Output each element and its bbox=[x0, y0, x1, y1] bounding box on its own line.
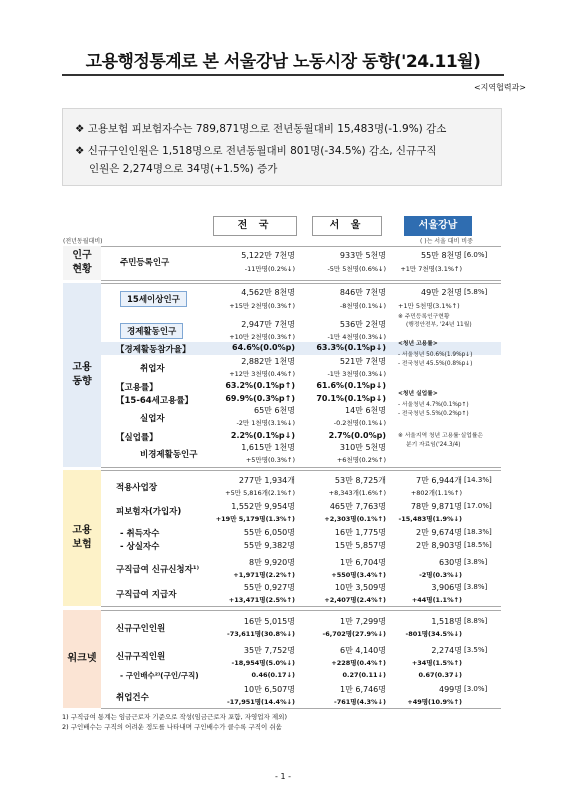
ubpay-gangnam: 3,906명 bbox=[431, 583, 462, 592]
summary-line-1: ❖ 고용보험 피보험자수는 789,871명으로 전년동월대비 15,483명(-1.9%) 감소 bbox=[75, 123, 447, 135]
p15-seoul: 846만 7천명 bbox=[339, 288, 386, 297]
ubnew-gangnam: 630명 bbox=[439, 558, 462, 567]
p15-note-1: ※ 주민등록인구현황 bbox=[398, 314, 450, 320]
rate-seoul: 63.3%(0.1%p↓) bbox=[316, 343, 386, 352]
biz-seoul-change: +8,343개(1.6%↑) bbox=[328, 489, 386, 497]
acq-gangnam-share: [18.3%] bbox=[464, 528, 492, 536]
seek-seoul: 6만 4,140명 bbox=[340, 646, 386, 655]
biz-gangnam-change: +802개(1.1%↑) bbox=[410, 489, 462, 497]
vac-seoul: 1만 7,299명 bbox=[340, 617, 386, 626]
row-label-acquired: - 취득자수 bbox=[120, 529, 160, 539]
section-worknet bbox=[63, 610, 101, 708]
mult-seoul: 0.27(0.11↓) bbox=[342, 671, 386, 679]
er-national: 63.2%(0.1%p↑) bbox=[225, 381, 295, 390]
nea-seoul-change: +6천명(0.2%↑) bbox=[336, 456, 386, 464]
row-label-lost: - 상실자수 bbox=[120, 542, 160, 552]
row-label-workplaces: 적용사업장 bbox=[116, 483, 158, 493]
emp-national: 2,882만 1천명 bbox=[241, 357, 295, 366]
biz-gangnam: 7만 6,944개 bbox=[416, 476, 462, 485]
vac-seoul-change: -6,702명(27.9%↓) bbox=[322, 630, 386, 638]
row-label-not-active: 비경제활동인구 bbox=[140, 450, 198, 460]
rate-national: 64.6%(0.0%p) bbox=[232, 343, 295, 352]
pop-seoul-change: -5만 5천명(0.6%↓) bbox=[327, 265, 386, 273]
nea-seoul: 310만 5천명 bbox=[339, 443, 386, 452]
ubnew-national: 8만 9,920명 bbox=[249, 558, 295, 567]
youth-unemp-heading: <청년 실업률> bbox=[398, 391, 438, 397]
ins-gangnam: 78만 9,871명 bbox=[410, 502, 462, 511]
section-worknet-label: 워크넷 bbox=[67, 653, 97, 664]
er1564-national: 69.9%(0.3%p↑) bbox=[225, 394, 295, 403]
nea-national: 1,615만 1천명 bbox=[241, 443, 295, 452]
youth-emp-heading: <청년 고용률> bbox=[398, 341, 438, 347]
seek-gangnam-share: [3.5%] bbox=[464, 646, 488, 654]
row-label-multiplier: - 구인배수²⁾(구인/구직) bbox=[120, 671, 199, 680]
mult-gangnam: 0.67(0.37↓) bbox=[418, 671, 462, 679]
summary-line-2: ❖ 신규구인인원은 1,518명으로 전년동월대비 801명(-34.5%) 감소, 신규구직 bbox=[75, 145, 437, 157]
eap-seoul-change: -1만 4천명(0.3%↓) bbox=[327, 333, 386, 341]
unemp-national-change: -2만 1천명(3.1%↓) bbox=[236, 419, 295, 427]
loss-seoul: 15만 5,857명 bbox=[334, 541, 386, 550]
row-label-ub-new: 구직급여 신규신청자¹⁾ bbox=[116, 565, 200, 575]
acq-gangnam: 2만 9,674명 bbox=[416, 528, 462, 537]
ubpay-gangnam-share: [3.8%] bbox=[464, 583, 488, 591]
ubnew-gangnam-change: -2명(0.3%↓) bbox=[419, 571, 462, 579]
vac-national: 16만 5,015명 bbox=[243, 617, 295, 626]
vac-national-change: -73,611명(30.8%↓) bbox=[227, 630, 295, 638]
section-insurance bbox=[63, 470, 101, 606]
row-label-econ-active: 경제활동인구 bbox=[120, 323, 183, 339]
seek-gangnam: 2,274명 bbox=[431, 646, 462, 655]
ubnew-seoul: 1만 6,704명 bbox=[340, 558, 386, 567]
emp-national-change: +12만 3천명(0.4%↑) bbox=[229, 370, 295, 378]
col-national: 전 국 bbox=[213, 216, 297, 236]
ubpay-national: 55만 0,927명 bbox=[243, 583, 295, 592]
youth-note-1: ※ 서울지역 청년 고용률·실업률은 bbox=[398, 433, 484, 439]
ins-seoul-change: +2,303명(0.1%↑) bbox=[324, 515, 386, 523]
ins-national: 1,552만 9,954명 bbox=[231, 502, 295, 511]
title-divider bbox=[62, 74, 504, 76]
p15-national: 4,562만 8천명 bbox=[241, 288, 295, 297]
plc-gangnam: 499명 bbox=[439, 685, 462, 694]
youth-unemp-national: - 전국청년 5.5%(0.2%p↑) bbox=[398, 411, 469, 417]
row-label-15plus: 15세이상인구 bbox=[120, 291, 187, 307]
row-label-unemployed: 실업자 bbox=[140, 414, 165, 424]
plc-gangnam-change: +49명(10.9%↑) bbox=[407, 698, 462, 706]
row-label-emp-rate: 【고용률】 bbox=[116, 383, 158, 393]
er-seoul: 61.6%(0.1%p↓) bbox=[316, 381, 386, 390]
row-label-unemp-rate: 【실업률】 bbox=[116, 433, 158, 443]
pop-gangnam-share: [6.0%] bbox=[464, 251, 488, 259]
acq-seoul: 16만 1,775명 bbox=[334, 528, 386, 537]
ur-national: 2.2%(0.1%p↓) bbox=[230, 431, 295, 440]
seek-gangnam-change: +34명(1.5%↑) bbox=[411, 659, 462, 667]
ubpay-seoul: 10만 3,509명 bbox=[334, 583, 386, 592]
biz-gangnam-share: [14.3%] bbox=[464, 476, 492, 484]
section-population bbox=[63, 246, 101, 280]
loss-national: 55만 9,382명 bbox=[243, 541, 295, 550]
loss-gangnam: 2만 8,903명 bbox=[416, 541, 462, 550]
loss-gangnam-share: [18.5%] bbox=[464, 541, 492, 549]
plc-national: 10만 6,507명 bbox=[243, 685, 295, 694]
ubnew-seoul-change: +550명(3.4%↑) bbox=[331, 571, 386, 579]
seek-seoul-change: +228명(0.4%↑) bbox=[331, 659, 386, 667]
row-label-jobseekers: 신규구직인원 bbox=[116, 652, 166, 662]
ins-gangnam-change: -15,483명(1.9%↓) bbox=[398, 515, 462, 523]
ubnew-gangnam-share: [3.8%] bbox=[464, 558, 488, 566]
plc-national-change: -17,951명(14.4%↓) bbox=[227, 698, 295, 706]
section-employment bbox=[63, 283, 101, 467]
vac-gangnam-share: [8.8%] bbox=[464, 617, 488, 625]
row-label-placements: 취업건수 bbox=[116, 693, 149, 703]
ur-seoul: 2.7%(0.0%p) bbox=[328, 431, 386, 440]
emp-seoul-change: -1만 3천명(0.3%↓) bbox=[327, 370, 386, 378]
eap-seoul: 536만 2천명 bbox=[339, 320, 386, 329]
ubnew-national-change: +1,971명(2.2%↑) bbox=[233, 571, 295, 579]
ubpay-national-change: +13,471명(2.5%↑) bbox=[228, 596, 295, 604]
pop-gangnam-change: +1만 7천명(3.1%↑) bbox=[400, 265, 462, 273]
page-title: 고용행정통계로 본 서울강남 노동시장 동향('24.11월) bbox=[85, 52, 481, 72]
unemp-seoul: 14만 6천명 bbox=[345, 406, 386, 415]
youth-note-2: 분기 자료임('24.3/4) bbox=[406, 442, 461, 448]
youth-unemp-seoul: - 서울청년 4.7%(0.1%p↑) bbox=[398, 402, 469, 408]
youth-emp-national: - 전국청년 45.5%(0.8%p↓) bbox=[398, 361, 473, 367]
footnote-1: 1) 구직급여 통계는 임금근로자 기준으로 작성(임금근로자 포함, 자영업자 제외) bbox=[62, 713, 287, 721]
plc-gangnam-share: [3.0%] bbox=[464, 685, 488, 693]
page-number: - 1 - bbox=[275, 772, 291, 781]
vac-gangnam-change: -801명(34.5%↓) bbox=[405, 630, 462, 638]
row-label-population: 주민등록인구 bbox=[120, 258, 170, 268]
department-label: <지역협력과> bbox=[473, 83, 526, 92]
section-employment-label: 고용 동향 bbox=[72, 362, 92, 387]
ubpay-seoul-change: +2,407명(2.4%↑) bbox=[324, 596, 386, 604]
p15-national-change: +15만 2천명(0.3%↑) bbox=[229, 302, 295, 310]
pop-national: 5,122만 7천명 bbox=[241, 251, 295, 260]
row-label-participation: 【경제활동참가율】 bbox=[116, 345, 191, 355]
unemp-seoul-change: -0.2천명(0.1%↓) bbox=[333, 419, 386, 427]
biz-seoul: 53만 8,725개 bbox=[334, 476, 386, 485]
row-label-ub-paid: 구직급여 지급자 bbox=[116, 590, 177, 600]
row-label-emp-rate-1564: 【15-64세고용률】 bbox=[116, 396, 194, 406]
mult-national: 0.46(0.17↓) bbox=[251, 671, 295, 679]
emp-seoul: 521만 7천명 bbox=[339, 357, 386, 366]
pop-gangnam: 55만 8천명 bbox=[421, 251, 462, 260]
ins-seoul: 465만 7,763명 bbox=[329, 502, 386, 511]
ubpay-gangnam-change: +44명(1.1%↑) bbox=[411, 596, 462, 604]
pop-national-change: -11만명(0.2%↓) bbox=[244, 265, 295, 273]
plc-seoul-change: -761명(4.3%↓) bbox=[334, 698, 386, 706]
er1564-seoul: 70.1%(0.1%p↓) bbox=[316, 394, 386, 403]
biz-national-change: +5만 5,816개(2.1%↑) bbox=[225, 489, 295, 497]
row-label-employed: 취업자 bbox=[140, 364, 165, 374]
p15-gangnam-share: [5.8%] bbox=[464, 288, 488, 296]
nea-national-change: +5만명(0.3%↑) bbox=[245, 456, 295, 464]
section-insurance-label: 고용 보험 bbox=[72, 525, 92, 550]
ratio-note: ( )는 서울 대비 비중 bbox=[420, 238, 473, 245]
vac-gangnam: 1,518명 bbox=[431, 617, 462, 626]
seek-national: 35만 7,752명 bbox=[243, 646, 295, 655]
ins-gangnam-share: [17.0%] bbox=[464, 502, 492, 510]
summary-line-3: 인원은 2,274명으로 34명(+1.5%) 증가 bbox=[89, 163, 278, 175]
seek-national-change: -18,954명(5.0%↓) bbox=[231, 659, 295, 667]
yoy-note: (전년동월대비) bbox=[63, 238, 103, 245]
eap-national: 2,947만 7천명 bbox=[241, 320, 295, 329]
youth-emp-seoul: - 서울청년 50.6%(1.9%p↓) bbox=[398, 352, 473, 358]
section-population-label: 인구 현황 bbox=[72, 250, 92, 275]
row-label-vacancies: 신규구인인원 bbox=[116, 624, 166, 634]
biz-national: 277만 1,934개 bbox=[238, 476, 295, 485]
p15-seoul-change: -8천명(0.1%↓) bbox=[339, 302, 386, 310]
p15-note-2: (행정안전부, '24년 11월) bbox=[406, 322, 472, 328]
p15-gangnam-change: +1만 5천명(3.1%↑) bbox=[398, 302, 460, 310]
col-seoul: 서 울 bbox=[312, 216, 382, 236]
col-gangnam: 서울강남 bbox=[404, 216, 472, 236]
eap-national-change: +10만 2천명(0.3%↑) bbox=[229, 333, 295, 341]
unemp-national: 65만 6천명 bbox=[254, 406, 295, 415]
footnote-2: 2) 구인배수는 구직의 어려운 정도를 나타내며 구인배수가 클수록 구직이 쉬움 bbox=[62, 723, 282, 731]
p15-gangnam: 49만 2천명 bbox=[421, 288, 462, 297]
pop-seoul: 933만 5천명 bbox=[339, 251, 386, 260]
ins-national-change: +19만 5,179명(1.3%↑) bbox=[215, 515, 295, 523]
summary-box bbox=[62, 108, 502, 186]
acq-national: 55만 6,050명 bbox=[243, 528, 295, 537]
row-label-insured: 피보험자(가입자) bbox=[116, 507, 182, 517]
plc-seoul: 1만 6,746명 bbox=[340, 685, 386, 694]
